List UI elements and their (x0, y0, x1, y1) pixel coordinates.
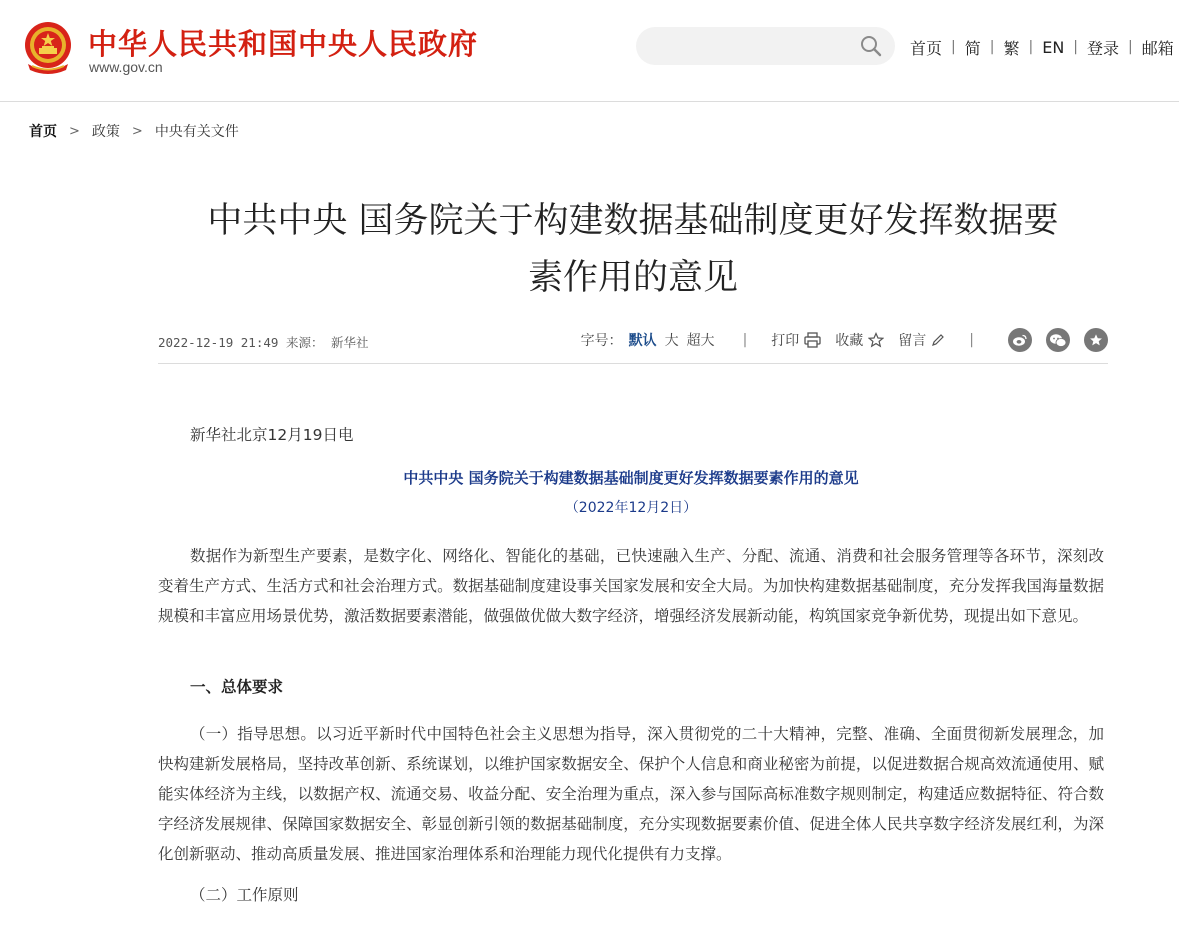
nav-traditional[interactable]: 繁 (1003, 38, 1020, 58)
favorite-label: 收藏 (835, 333, 864, 349)
nav-divider: | (1128, 39, 1133, 55)
more-share-icon (1089, 333, 1103, 347)
wechat-icon (1049, 333, 1067, 348)
search-input[interactable] (652, 27, 852, 65)
font-size-label: 字号： (580, 333, 623, 349)
more-share-button[interactable] (1084, 328, 1108, 352)
weibo-icon (1012, 333, 1028, 347)
site-header (0, 0, 1179, 102)
printer-icon (804, 332, 821, 348)
font-size-xlarge[interactable]: 超大 (686, 333, 715, 349)
nav-divider: | (989, 39, 995, 55)
dateline: 新华社北京12月19日电 (190, 426, 354, 444)
site-domain: www.gov.cn (89, 59, 163, 75)
nav-divider: | (1028, 39, 1034, 55)
section-heading: 一、总体要求 (190, 678, 284, 696)
comment-label: 留言 (898, 333, 927, 349)
article-meta-bar (158, 326, 1108, 364)
search-icon[interactable] (860, 35, 882, 57)
nav-mail[interactable]: 邮箱 (1141, 38, 1174, 58)
subsection-heading: （二）工作原则 (190, 886, 299, 904)
breadcrumb-home[interactable]: 首页 (29, 124, 57, 140)
chevron-right-icon: > (131, 123, 143, 139)
star-icon (868, 332, 884, 348)
favorite-button[interactable] (835, 330, 884, 350)
font-size-default[interactable]: 默认 (628, 333, 657, 349)
national-emblem-icon[interactable] (22, 20, 74, 76)
nav-english[interactable]: EN (1042, 37, 1065, 57)
pencil-icon (931, 333, 945, 347)
nav-home[interactable]: 首页 (910, 38, 943, 58)
search-box (636, 27, 895, 65)
top-nav (910, 37, 1174, 57)
font-size-large[interactable]: 大 (664, 333, 679, 349)
publish-datetime: 2022-12-19 21:49 (158, 335, 279, 350)
breadcrumb-central-docs[interactable]: 中央有关文件 (154, 124, 239, 140)
article-meta-info (158, 333, 369, 351)
nav-simplified[interactable]: 简 (964, 38, 981, 58)
site-title[interactable]: 中华人民共和国中央人民政府 (88, 27, 479, 61)
article-title-line2: 素作用的意见 (527, 258, 738, 298)
article-title (150, 193, 1116, 307)
print-button[interactable] (771, 330, 821, 350)
paragraph-guiding-ideology: （一）指导思想。以习近平新时代中国特色社会主义思想为指导，深入贯彻党的二十大精神，完整、准确、全面贯彻新发展理念，加快构建新发展格局，坚持改革创新、系统谋划，以维护国家数据安全、保护个人信息和商业秘密为前提，以促进数据合规高效流通使用、赋能实体经济为主线，以数据产权、流通交易、收益分配、安全治理为重点，深入参与国际高标准数字规则制定，构建适应数据特征、符合数字经济发展规律、保障国家数据安全、彰显创新引领的数据基础制度，充分实现数据要素价值、促进全体人民共享数字经济发展红利，为深化创新驱动、推动高质量发展、推进国家治理体系和治理能力现代化提供有力支撑。 (158, 725, 1104, 863)
document-title: 中共中央 国务院关于构建数据基础制度更好发挥数据要素作用的意见 (403, 469, 859, 487)
article-tools (581, 328, 1108, 352)
nav-login[interactable]: 登录 (1087, 38, 1120, 58)
tools-divider: | (969, 332, 974, 348)
source-name: 新华社 (331, 335, 369, 350)
chevron-right-icon: > (69, 123, 80, 139)
breadcrumb-policy[interactable]: 政策 (91, 124, 120, 140)
breadcrumb (29, 121, 239, 141)
article-title-line1: 中共中央 国务院关于构建数据基础制度更好发挥数据要 (207, 201, 1059, 241)
nav-divider: | (951, 39, 956, 55)
source-label: 来源： (285, 335, 324, 350)
weibo-share-button[interactable] (1008, 328, 1032, 352)
comment-button[interactable] (898, 330, 945, 350)
tools-divider: | (742, 332, 748, 348)
document-date: （2022年12月2日） (564, 500, 698, 516)
paragraph-intro: 数据作为新型生产要素，是数字化、网络化、智能化的基础，已快速融入生产、分配、流通、消费和社会服务管理等各环节，深刻改变着生产方式、生活方式和社会治理方式。数据基础制度建设事关国家发展和安全大局。为加快构建数据基础制度，充分发挥我国海量数据规模和丰富应用场景优势，激活数据要素潜能，做强做优做大数字经济，增强经济发展新动能，构筑国家竞争新优势，现提出如下意见。 (158, 547, 1104, 625)
wechat-share-button[interactable] (1046, 328, 1070, 352)
print-label: 打印 (771, 333, 800, 349)
nav-divider: | (1073, 39, 1078, 55)
